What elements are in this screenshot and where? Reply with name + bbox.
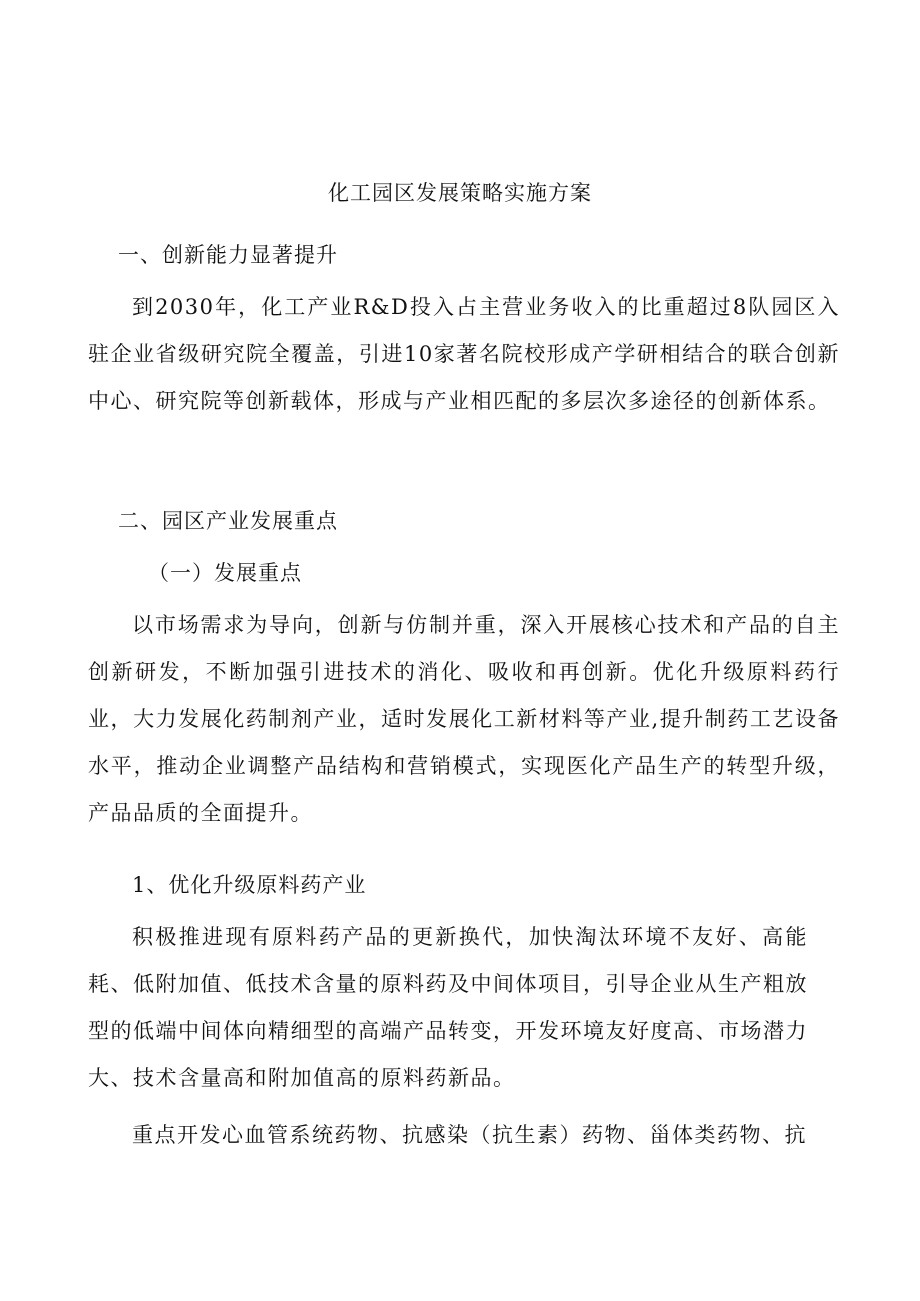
paragraph-development-focus: 以市场需求为导向，创新与仿制并重，深入开展核心技术和产品的自主创新研发，不断加强引进技术的消化、吸收和再创新。优化升级原料药行业，大力发展化药制剂产业，适时发展化工新材料等产业,提升制药工艺设备水平，推动企业调整产品结构和营销模式，实现医化产品生产的转型升级，产品品质的全面提升。 — [88, 613, 840, 825]
section-heading-innovation: 一、创新能力显著提升 — [118, 243, 338, 267]
subsection-heading-development-focus: （一）发展重点 — [148, 561, 302, 585]
document-title: 化工园区发展策略实施方案 — [328, 181, 592, 205]
section-heading-industry-focus: 二、园区产业发展重点 — [118, 509, 338, 533]
paragraph-api-upgrade: 积极推进现有原料药产品的更新换代，加快淘汰环境不友好、高能耗、低附加值、低技术含量的原料药及中间体项目，引导企业从生产粗放型的低端中间体向精细型的高端产品转变，开发环境友好度高、市场潜力大、技术含量高和附加值高的原料药新品。 — [88, 925, 808, 1090]
paragraph-innovation-goals: 到2030年，化工产业R&D投入占主营业务收入的比重超过8队园区入驻企业省级研究院全覆盖，引进10家著名院校形成产学研相结合的联合创新中心、研究院等创新载体，形成与产业相匹配的多层次多途径的创新体系。 — [88, 295, 840, 413]
paragraph-key-drugs: 重点开发心血管系统药物、抗感染（抗生素）药物、甾体类药物、抗 — [132, 1123, 807, 1147]
item-heading-api-upgrade: 1、优化升级原料药产业 — [132, 873, 367, 897]
